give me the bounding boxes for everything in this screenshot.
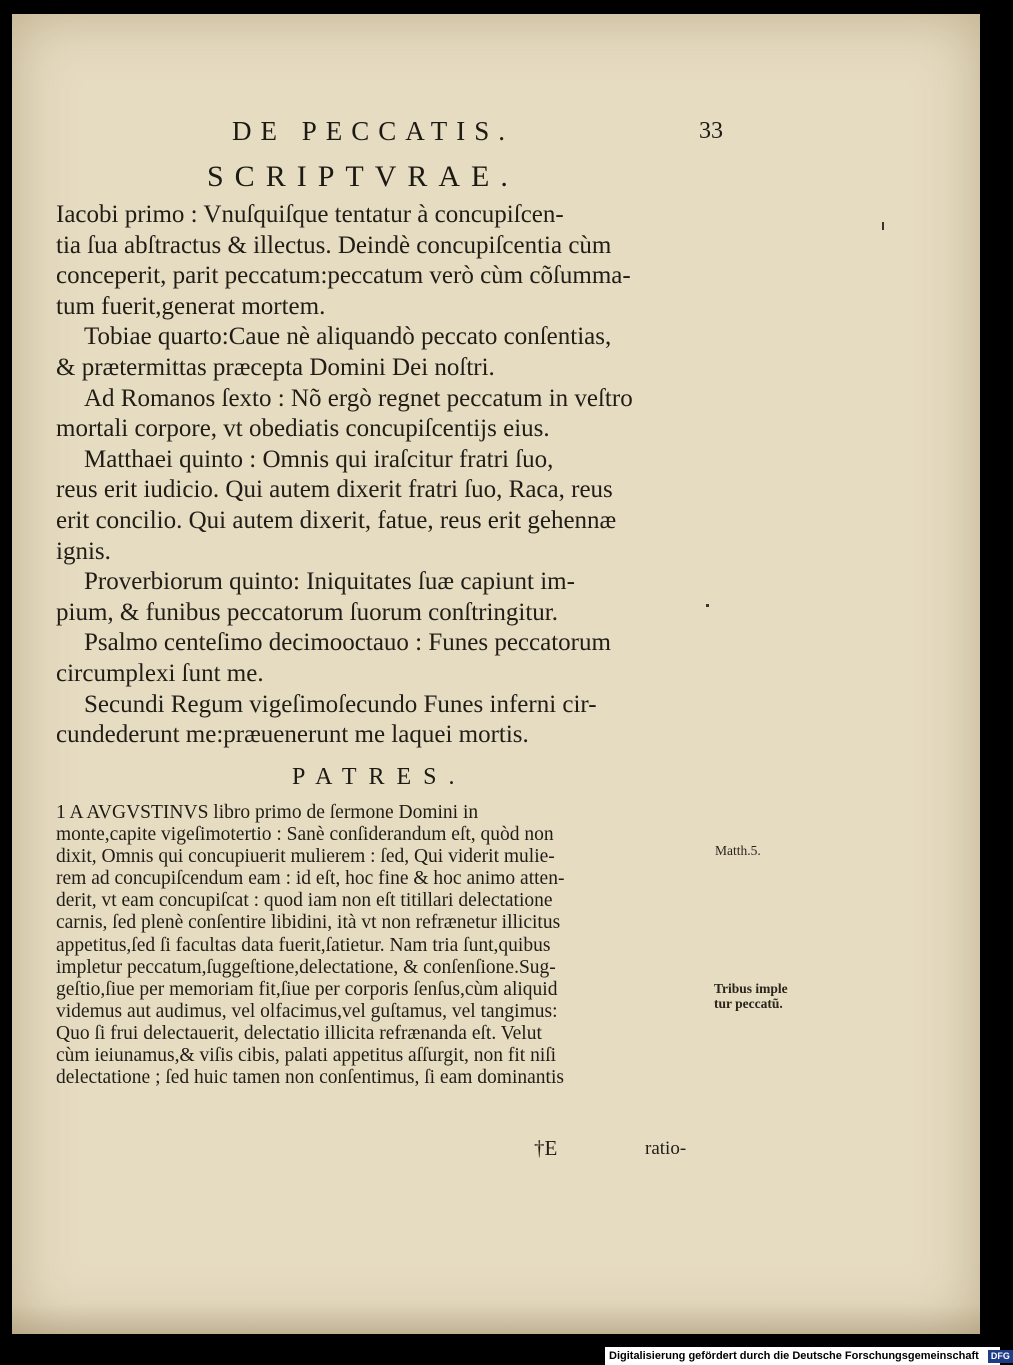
- running-title: DE PECCATIS.: [232, 116, 515, 146]
- text-line: appetitus,ſed ſi facultas data fuerit,ſatietur. Nam tria ſunt,quibus: [56, 934, 551, 956]
- credit-text: Digitalisierung gefördert durch die Deutsche Forschungsgemeinschaft: [609, 1350, 979, 1362]
- text-line: dixit, Omnis qui concupiuerit mulierem : ſed, Qui viderit mulie-: [56, 846, 555, 868]
- text-line: impletur peccatum,ſuggeſtione,delectatione, & conſenſione.Sug-: [56, 956, 556, 978]
- page-number: 33: [699, 118, 723, 144]
- patres-text: [56, 802, 708, 1089]
- text-line: videmus aut audimus, vel olfacimus,vel guſtamus, vel tangimus:: [56, 1000, 558, 1022]
- section-title-scripturae: SCRIPTVRAE.: [207, 160, 519, 193]
- text-line: Iacobi primo : Vnuſquiſque tentatur à concupiſcen-: [56, 201, 564, 228]
- text-line: Secundi Regum vigeſimoſecundo Funes inferni cir-: [84, 690, 597, 718]
- text-line: geſtio,ſiue per memoriam fit,ſiue per corporis ſenſus,cùm aliquid: [56, 978, 558, 1000]
- text-line: mortali corpore, vt obediatis concupiſcentijs eius.: [56, 415, 550, 443]
- margin-note-matth: Matth.5.: [715, 843, 761, 858]
- text-line: Tobiae quarto:Caue nè aliquandò peccato conſentias,: [84, 323, 612, 351]
- specks: [882, 222, 884, 230]
- text-line: Quo ſi frui delectauerit, delectatio illicita refrænanda eſt. Velut: [56, 1022, 542, 1044]
- text-line: conceperit, parit peccatum:peccatum verò cùm cõſumma-: [56, 262, 631, 290]
- text-line: carnis, ſed plenè conſentire libidini, ità vt non refrænetur illicitus: [56, 912, 561, 934]
- section-title-patres: PATRES.: [292, 764, 467, 790]
- text-line: rem ad concupiſcendum eam : id eſt, hoc fine & hoc animo atten-: [56, 868, 565, 890]
- text-line: circumplexi ſunt me.: [56, 659, 264, 687]
- text-line: Ad Romanos ſexto : Nõ ergò regnet peccatum in veſtro: [84, 384, 633, 412]
- text-line: & prætermittas præcepta Domini Dei noſtri.: [56, 353, 495, 381]
- text-line: Proverbiorum quinto: Iniquitates ſuæ capiunt im-: [84, 568, 575, 596]
- margin-note-tribus: [714, 981, 788, 1011]
- scripturae-text: [56, 200, 706, 751]
- text-line: ignis.: [56, 537, 111, 565]
- text-line: cundederunt me:præuenerunt me laquei mortis.: [56, 721, 529, 749]
- text-line: delectatione ; ſed huic tamen non conſentimus, ſi eam dominantis: [56, 1067, 564, 1089]
- specks: [706, 604, 709, 607]
- margin-note-line: tur peccatũ.: [714, 996, 783, 1011]
- text-line: pium, & funibus peccatorum ſuorum conſtringitur.: [56, 598, 559, 626]
- catchword: ratio-: [645, 1138, 687, 1159]
- margin-note-line: Tribus imple: [714, 981, 788, 996]
- text-line: erit concilio. Qui autem dixerit, fatue, reus erit gehennæ: [56, 506, 617, 534]
- text-line: 1 A AVGVSTINVS libro primo de ſermone Domini in: [56, 802, 479, 823]
- text-line: derit, vt eam concupiſcat : quod iam non eſt titillari delectatione: [56, 890, 553, 912]
- digitization-credit: [605, 1347, 1010, 1365]
- dfg-logo: DFG: [988, 1350, 1013, 1363]
- text-line: tum fuerit,generat mortem.: [56, 292, 326, 320]
- text-line: Psalmo centeſimo decimooctauo : Funes peccatorum: [84, 629, 611, 657]
- text-line: monte,capite vigeſimotertio : Sanè conſiderandum eſt, quòd non: [56, 824, 554, 846]
- text-line: Matthaei quinto : Omnis qui iraſcitur fratri ſuo,: [84, 445, 554, 473]
- book-page: [12, 14, 980, 1334]
- signature-mark: †E: [534, 1136, 558, 1160]
- text-line: cùm ieiunamus,& viſis cibis, palati appetitus aſſurgit, non fit niſi: [56, 1045, 557, 1067]
- text-line: tia ſua abſtractus & illectus. Deindè concupiſcentia cùm: [56, 231, 612, 259]
- text-line: reus erit iudicio. Qui autem dixerit fratri ſuo, Raca, reus: [56, 476, 613, 504]
